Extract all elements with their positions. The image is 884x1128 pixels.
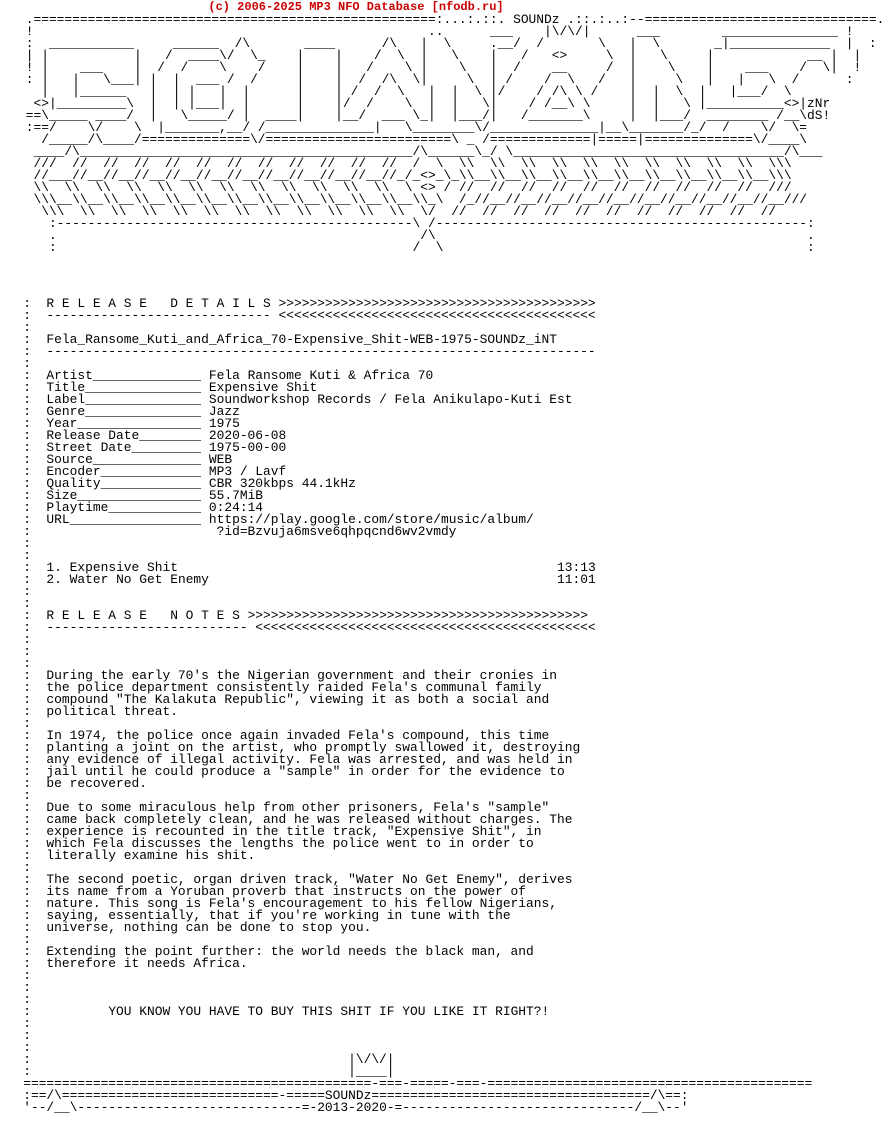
field-label: Size (46, 488, 78, 503)
note-line: : Extending the point further: the world needs the black man, and (0, 944, 534, 959)
note-line: : be recovered. (0, 776, 147, 791)
note-text: literally examine his shit. (46, 848, 256, 863)
closing-line: YOU KNOW YOU HAVE TO BUY THIS SHIT IF YOU LIKE IT RIGHT?! (108, 1004, 550, 1019)
track-duration: 13:13 (557, 560, 596, 575)
field-value: WEB (208, 452, 233, 467)
note-text: Due to some miraculous help from other prisoners, Fela's "sample" (46, 800, 550, 815)
track-number: 1. (46, 560, 62, 575)
note-line: : experience is recounted in the title track, "Expensive Shit", in (0, 824, 542, 839)
detail-row: : Source______________ WEB (0, 452, 233, 467)
note-text: the police department consistently raided Fela's communal family (46, 680, 542, 695)
url-continuation[interactable]: ?id=Bzvuja6msve6qhpqcnd6wv2vmdy (216, 524, 457, 539)
footer-years: 2013-2020 (317, 1100, 387, 1115)
field-value[interactable]: https://play.google.com/store/music/album/ (208, 512, 534, 527)
release-details-heading: R E L E A S E D E T A I L S (46, 296, 271, 311)
note-text: which Fela discusses the lengths the police went to in order to (46, 836, 534, 851)
detail-row: : Genre_______________ Jazz (0, 404, 240, 419)
detail-row: : Street Date_________ 1975-00-00 (0, 440, 287, 455)
track-number: 2. (46, 572, 62, 587)
field-label: Title (46, 380, 86, 395)
field-label: Encoder (46, 464, 101, 479)
note-text: planting a joint on the artist, who promptly swallowed it, destroying (46, 740, 581, 755)
detail-row: : Playtime____________ 0:24:14 (0, 500, 264, 515)
track-title: Water No Get Enemy (69, 572, 209, 587)
note-text: In 1974, the police once again invaded Fela's compound, this time (46, 728, 550, 743)
note-text: Extending the point further: the world needs the black man, and (46, 944, 534, 959)
note-text: any evidence of illegal activity. Fela was arrested, and was held in (46, 752, 573, 767)
note-line: : planting a joint on the artist, who promptly swallowed it, destroying (0, 740, 581, 755)
field-label: Year (46, 416, 78, 431)
note-line: : saying, essentially, that if you're working in tune with the (0, 908, 511, 923)
detail-row: : Quality_____________ CBR 320kbps 44.1kHz (0, 476, 356, 491)
note-text: compound "The Kalakuta Republic", viewing it as both a social and (46, 692, 550, 707)
note-line: : In 1974, the police once again invaded Fela's compound, this time (0, 728, 550, 743)
note-line: : the police department consistently raided Fela's communal family (0, 680, 542, 695)
track-row: : 2. Water No Get Enemy 11:01 (0, 572, 596, 587)
note-text: jail until he could produce a "sample" in order for the evidence to (46, 764, 565, 779)
detail-row: : URL_________________ https://play.google.com/store/music/album/ (0, 512, 534, 527)
detail-row: : Release Date________ 2020-06-08 (0, 428, 287, 443)
track-row: : 1. Expensive Shit 13:13 (0, 560, 596, 575)
field-label: Artist (46, 368, 93, 383)
note-line: : During the early 70's the Nigerian government and their cronies in (0, 668, 557, 683)
field-value: Fela Ransome Kuti & Africa 70 (208, 368, 434, 383)
note-text: therefore it needs Africa. (46, 956, 248, 971)
note-line: : which Fela discusses the lengths the police went to in order to (0, 836, 534, 851)
note-text: universe, nothing can be done to stop you. (46, 920, 372, 935)
field-value: 55.7MiB (208, 488, 264, 503)
note-text: During the early 70's the Nigerian government and their cronies in (46, 668, 557, 683)
note-text: political threat. (46, 704, 178, 719)
detail-row: : Artist______________ Fela Ransome Kuti & Africa 70 (0, 368, 434, 383)
field-value: Jazz (208, 404, 240, 419)
note-line: : The second poetic, organ driven track, "Water No Get Enemy", derives (0, 872, 573, 887)
detail-row: : Label_______________ Soundworkshop Records / Fela Anikulapo-Kuti Est (0, 392, 573, 407)
note-text: saying, essentially, that if you're working in tune with the (46, 908, 511, 923)
field-value: Soundworkshop Records / Fela Anikulapo-Kuti Est (208, 392, 573, 407)
note-line: : nature. This song is Fela's encouragement to his fellow Nigerians, (0, 896, 557, 911)
note-line: : its name from a Yoruban proverb that instructs on the power of (0, 884, 527, 899)
track-title: Expensive Shit (69, 560, 178, 575)
detail-row: : Encoder_____________ MP3 / Lavf (0, 464, 287, 479)
field-value: 1975-00-00 (208, 440, 287, 455)
note-text: nature. This song is Fela's encouragement to his fellow Nigerians, (46, 896, 557, 911)
field-label: Source (46, 452, 93, 467)
note-line: : universe, nothing can be done to stop you. (0, 920, 372, 935)
field-value: MP3 / Lavf (208, 464, 287, 479)
release-notes-heading: R E L E A S E N O T E S (46, 608, 240, 623)
note-text: experience is recounted in the title track, "Expensive Shit", in (46, 824, 542, 839)
release-name: Fela_Ransome_Kuti_and_Africa_70-Expensive_Shit-WEB-1975-SOUNDz_iNT (46, 332, 557, 347)
field-label: Genre (46, 404, 86, 419)
field-value: 1975 (208, 416, 240, 431)
note-text: be recovered. (46, 776, 147, 791)
note-line: : jail until he could produce a "sample" in order for the evidence to (0, 764, 565, 779)
note-text: its name from a Yoruban proverb that instructs on the power of (46, 884, 527, 899)
footer-group: SOUNDz (324, 1088, 372, 1103)
ascii-logo-art: .====================================================:...:.::. SOUNDz .::.:..:--==============================. ! .. ___ |\/\/| ___ _______________ ! : ___________ ______ /\ ____ /\ | \ .__/ / \ | \ _|_____________ | : | | | / ____\/ \_ | | / \ | \ | / <> \ | \ | __ | | ! | ___ | / / \ / | | / \ | \ | / __ / | \ | ___ / \| ! : | | \___| | | ___ / / | | / /\ \| \ | / / \ / | \ | | \ / : | |______ | | | | | | | / / \ | | \ |/ / /\ \ / | | \ | |___/ \ <>|_________\ | | |___| | | |/ / \ | | \| / /__\ \ | | \ |__________<>|zNr ==\_____ ____/ | \_____/ | ____| |__/ ___ \_| |___/| /_______\ | |___/ ________ /__\dS! :==/ \/ \ |_______,__/ /______________| \________\/______________|__\_______/_/ / \/ \= /_____/\____/==============\/========================\ _ /=============|=====|==============\/____\ ____/\___________________________________________/\______\_/ \___________________________________/\___ /// // // // // // // // // // // // / \ \\ \\ \\ \\ \\ \\ \\ \\ \\ \\ \\\ //___//__//__//__//__//__//__//__//__//__//__//_/_<>_\_\\__\\__\\__\\__\\__\\__\\__\\__\\__\\__\\\ \\ \\ \\ \\ \\ \\ \\ \\ \\ \\ \\ \\ \ <> / // // // // // // // // // // /// \\\__\\__\\__\\__\\__\\__\\__\\__\\__\\__\\__\\__\\_\ /_//__//__//__//__//__//__//__//__//__//__/// \\\ \\ \\ \\ \\ \\ \\ \\ \\ \\ \\ \\ \/ // // // // // // // // // // // :----------------------------------------------\ /------------------------------------------------: . /\ . : / \ : (25, 12, 884, 255)
field-label: URL (46, 512, 70, 527)
note-line: : came back completely clean, and he was released without charges. The (0, 812, 573, 827)
nfo-body: : R E L E A S E D E T A I L S >>>>>>>>>>>>>>>>>>>>>>>>>>>>>>>>>>>>>>>>> : ----------------------------- <<<<<<<<<<<<<<<<<<<<<<<<<<<<<<<<<<<<<<<<< : : Fela_Ransome_Kuti_and_Africa_70-Expensive_Shit-WEB-1975-SOUNDz_iNT : ----------------------------------------------------------------------- : : Artist______________ Fela Ransome Kuti & Africa 70 : Title_______________ Expensive Shit : Label_______________ Soundworkshop Records / Fela Anikulapo-Kuti Est : Genre_______________ Jazz : Year________________ 1975 : Release Date________ 2020-06-08 : Street Date_________ 1975-00-00 : Source______________ WEB : Encoder_____________ MP3 / Lavf : Quality_____________ CBR 320kbps 44.1kHz : Size________________ 55.7MiB : Playtime____________ 0:24:14 : URL_________________ https://play.google.com/store/music/album/ : ?id=Bzvuja6msve6qhpqcnd6wv2vmdy : : : 1. Expensive Shit 13:13 : 2. Water No Get Enemy 11:01 : : : R E L E A S E N O T E S >>>>>>>>>>>>>>>>>>>>>>>>>>>>>>>>>>>>>>>>>>>> : -------------------------- <<<<<<<<<<<<<<<<<<<<<<<<<<<<<<<<<<<<<<<<<<<< : : : : During the early 70's the Nigerian government and their cronies in : the police department consistently raided Fela's communal family : compound "The Kalakuta Republic", viewing it as both a social and : political threat. : : In 1974, the police once again invaded Fela's compound, this time : planting a joint on the artist, who promptly swallowed it, destroying : any evidence of illegal activity. Fela was arrested, and was held in : jail until he could produce a "sample" in order for the evidence to : be recovered. : : Due to some miraculous help from other prisoners, Fela's "sample" : came back completely clean, and he was released without charges. The : experience is recounted in the title track, "Expensive Shit", in : which Fela discusses the lengths the police went to in order to : literally examine his shit. : : The second poetic, organ driven track, "Water No Get Enemy", derives : its name from a Yoruban proverb that instructs on the power of : nature. This song is Fela's encouragement to his fellow Nigerians, : saying, essentially, that if you're working in tune with the : universe, nothing can be done to stop you. : : Extending the point further: the world needs the black man, and : therefore it needs Africa. : : : : YOU KNOW YOU HAVE TO BUY THIS SHIT IF YOU LIKE IT RIGHT?! : : : : |\/\/| : |____| =============================================-===-=====-===-========================================== :==/\============================-=====SOUNDz====================================/\==: '--/__\-----------------------------=-2013-2020-=------------------------------/__\--' (0, 296, 813, 1115)
note-line: : therefore it needs Africa. (0, 956, 248, 971)
note-line: : literally examine his shit. (0, 848, 256, 863)
detail-row: : Year________________ 1975 (0, 416, 240, 431)
note-line: : Due to some miraculous help from other prisoners, Fela's "sample" (0, 800, 550, 815)
field-label: Label (46, 392, 86, 407)
field-value: CBR 320kbps 44.1kHz (208, 476, 356, 491)
field-label: Playtime (46, 500, 109, 515)
note-line: : compound "The Kalakuta Republic", viewing it as both a social and (0, 692, 550, 707)
track-duration: 11:01 (557, 572, 596, 587)
detail-row: : Size________________ 55.7MiB (0, 488, 264, 503)
nfodb-link[interactable]: (c) 2006-2025 MP3 NFO Database [nfodb.ru] (208, 0, 504, 14)
note-text: The second poetic, organ driven track, "Water No Get Enemy", derives (46, 872, 573, 887)
detail-row: : Title_______________ Expensive Shit (0, 380, 318, 395)
note-line: : political threat. (0, 704, 178, 719)
field-value: 0:24:14 (208, 500, 264, 515)
field-value: 2020-06-08 (208, 428, 287, 443)
note-line: : any evidence of illegal activity. Fela was arrested, and was held in (0, 752, 573, 767)
field-label: Quality (46, 476, 101, 491)
field-label: Street Date (46, 440, 132, 455)
note-text: came back completely clean, and he was released without charges. The (46, 812, 573, 827)
field-value: Expensive Shit (208, 380, 318, 395)
field-label: Release Date (46, 428, 140, 443)
